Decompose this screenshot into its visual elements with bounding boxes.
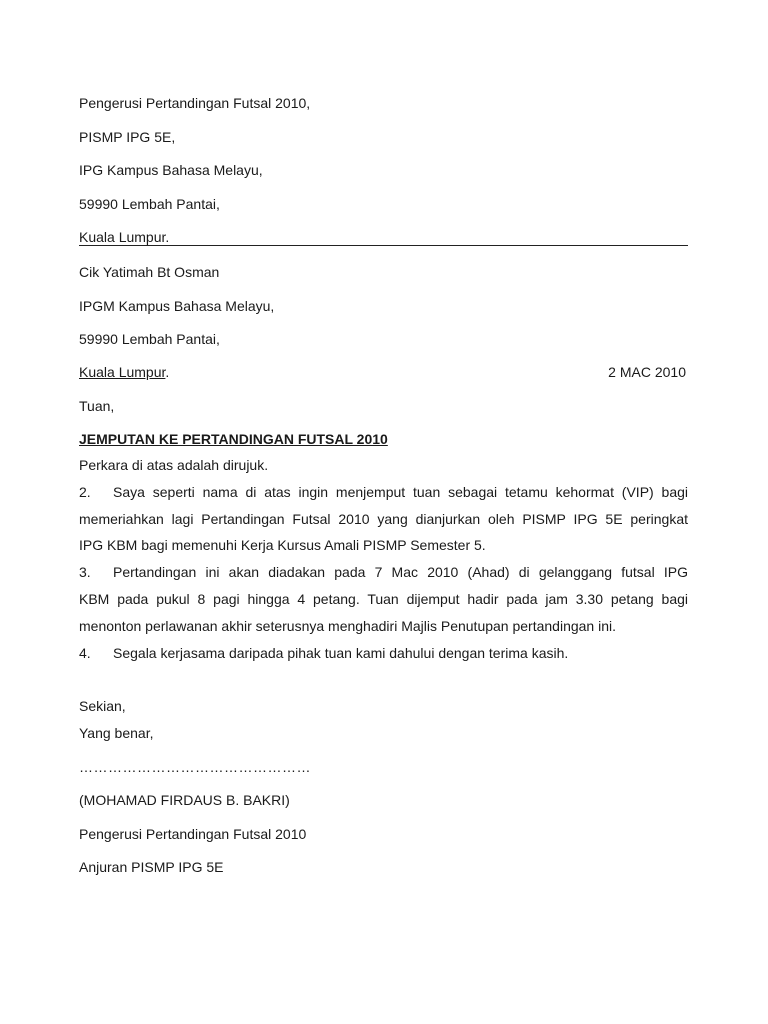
recipient-line-2: IPGM Kampus Bahasa Melayu, — [79, 298, 275, 314]
paragraph-4-text-1: Segala kerjasama daripada pihak tuan kami dahului dengan terima kasih. — [113, 645, 569, 661]
paragraph-3-number: 3. — [79, 564, 91, 580]
closing-yang-benar: Yang benar, — [79, 725, 154, 741]
paragraph-2-text-1: Saya seperti nama di atas ingin menjemput tuan sebagai tetamu kehormat (VIP) bagi — [113, 484, 688, 500]
paragraph-2-line-3: IPG KBM bagi memenuhi Kerja Kursus Amali PISMP Semester 5. — [79, 537, 486, 553]
intro-line: Perkara di atas adalah dirujuk. — [79, 457, 269, 473]
sender-line-4: 59990 Lembah Pantai, — [79, 196, 220, 212]
paragraph-3-line-1 — [79, 563, 688, 581]
signatory-name: (MOHAMAD FIRDAUS B. BAKRI) — [79, 792, 290, 808]
letter-date: 2 MAC 2010 — [608, 364, 686, 380]
recipient-line-1: Cik Yatimah Bt Osman — [79, 264, 220, 280]
paragraph-2-line-2: memeriahkan lagi Pertandingan Futsal 2010 yang dianjurkan oleh PISMP IPG 5E peringkat — [79, 511, 688, 527]
signatory-org: Anjuran PISMP IPG 5E — [79, 859, 224, 875]
recipient-city-punct: . — [165, 364, 170, 380]
recipient-city-line — [79, 363, 169, 381]
sender-line-1: Pengerusi Pertandingan Futsal 2010, — [79, 95, 311, 111]
sender-line-5: Kuala Lumpur. — [79, 229, 170, 245]
address-divider — [79, 245, 688, 246]
paragraph-2-number: 2. — [79, 484, 91, 500]
paragraph-3-line-3: menonton perlawanan akhir seterusnya menghadiri Majlis Penutupan pertandingan ini. — [79, 618, 617, 634]
paragraph-3-line-2: KBM pada pukul 8 pagi hingga 4 petang. Tuan dijemput hadir pada jam 3.30 petang bagi — [79, 591, 688, 607]
subject-heading: JEMPUTAN KE PERTANDINGAN FUTSAL 2010 — [79, 431, 388, 447]
sender-line-2: PISMP IPG 5E, — [79, 129, 176, 145]
paragraph-4-line-1 — [79, 644, 568, 662]
closing-sekian: Sekian, — [79, 698, 126, 714]
paragraph-2-line-1 — [79, 483, 688, 501]
paragraph-4-number: 4. — [79, 645, 91, 661]
recipient-city: Kuala Lumpur — [79, 364, 166, 380]
signatory-title: Pengerusi Pertandingan Futsal 2010 — [79, 826, 307, 842]
sender-line-3: IPG Kampus Bahasa Melayu, — [79, 162, 263, 178]
recipient-line-3: 59990 Lembah Pantai, — [79, 331, 220, 347]
signature-line: ………………………………………… — [79, 759, 311, 775]
paragraph-3-text-1: Pertandingan ini akan diadakan pada 7 Mac 2010 (Ahad) di gelanggang futsal IPG — [113, 564, 688, 580]
salutation: Tuan, — [79, 398, 115, 414]
